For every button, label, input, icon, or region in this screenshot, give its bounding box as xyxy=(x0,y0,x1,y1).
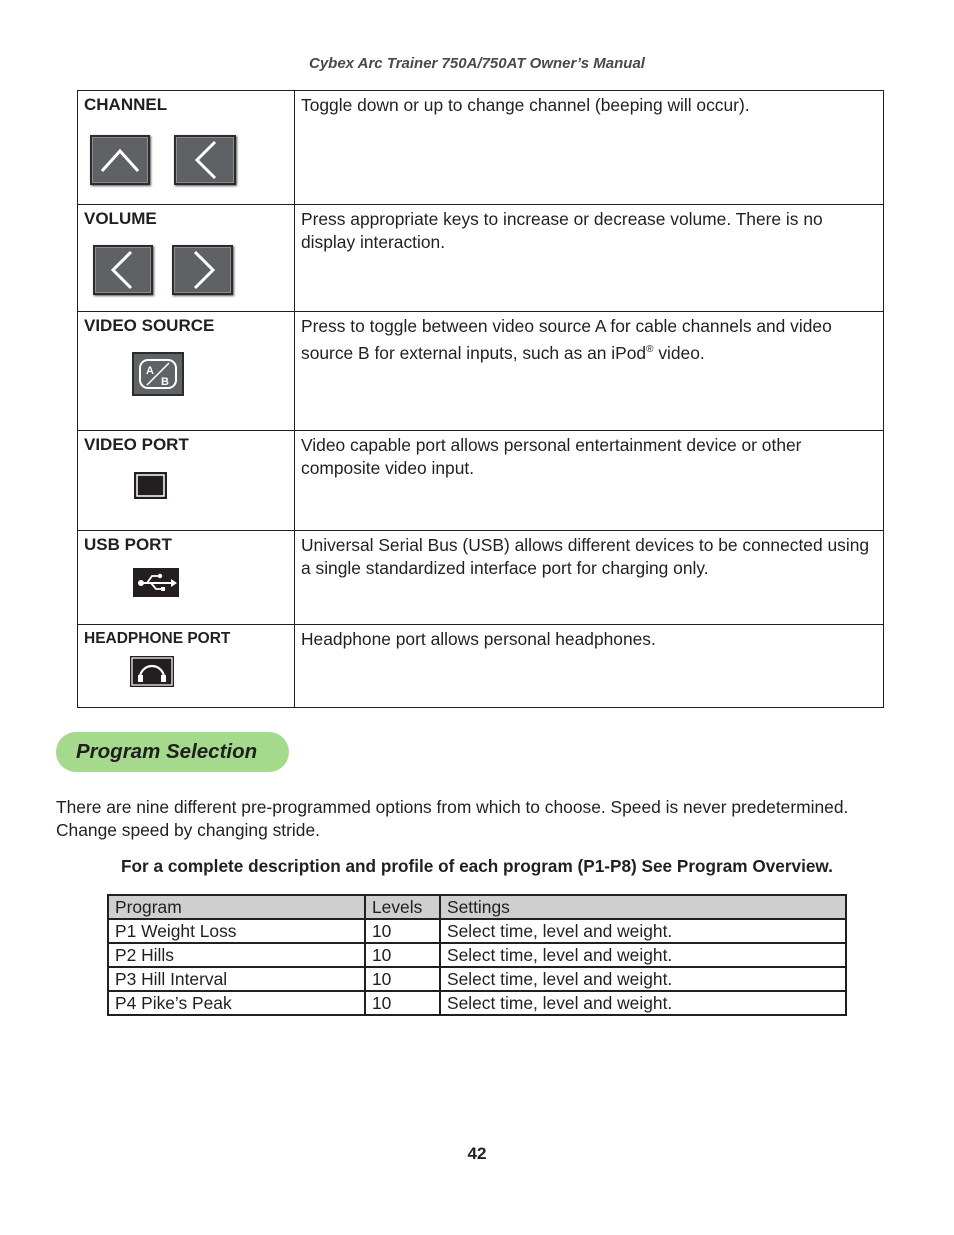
control-cell xyxy=(78,625,295,708)
chevron-left-icon xyxy=(174,135,236,185)
intro-paragraph: There are nine different pre-programmed options from which to choose. Speed is never predetermined. Change speed by changing stride. xyxy=(56,797,849,840)
control-cell xyxy=(78,205,295,312)
table-row xyxy=(108,919,846,943)
settings-cell: Select time, level and weight. xyxy=(440,991,846,1015)
video-source-ab-icon xyxy=(132,352,184,396)
control-cell xyxy=(78,91,295,205)
control-description: Headphone port allows personal headphones. xyxy=(295,625,884,708)
chevron-left-icon xyxy=(93,245,153,295)
settings-cell: Select time, level and weight. xyxy=(440,919,846,943)
control-description: Video capable port allows personal entertainment device or other composite video input. xyxy=(295,431,884,531)
table-row xyxy=(108,943,846,967)
control-name: CHANNEL xyxy=(84,95,168,114)
table-row xyxy=(78,205,884,312)
control-description: Toggle down or up to change channel (beeping will occur). xyxy=(295,91,884,205)
table-row xyxy=(108,967,846,991)
page-number: 42 xyxy=(467,1144,487,1163)
levels-cell: 10 xyxy=(365,919,440,943)
program-cell: P3 Hill Interval xyxy=(108,967,365,991)
control-name: VIDEO SOURCE xyxy=(84,316,215,335)
control-name: VIDEO PORT xyxy=(84,435,189,454)
control-description: Press appropriate keys to increase or decrease volume. There is no display interaction. xyxy=(295,205,884,312)
column-header: Program xyxy=(108,895,365,919)
section-heading: Program Selection xyxy=(56,732,289,772)
program-note: For a complete description and profile of each program (P1-P8) See Program Overview. xyxy=(121,856,833,876)
table-row xyxy=(78,431,884,531)
controls-table xyxy=(77,90,884,708)
control-description: Universal Serial Bus (USB) allows different devices to be connected using a single standardized interface port for charging only. xyxy=(295,531,884,625)
table-row xyxy=(78,312,884,431)
program-cell: P1 Weight Loss xyxy=(108,919,365,943)
settings-cell: Select time, level and weight. xyxy=(440,943,846,967)
control-cell xyxy=(78,431,295,531)
table-header-row xyxy=(108,895,846,919)
column-header: Settings xyxy=(440,895,846,919)
table-row xyxy=(108,991,846,1015)
svg-text:A: A xyxy=(146,365,154,377)
control-cell xyxy=(78,312,295,431)
control-name: HEADPHONE PORT xyxy=(84,630,231,647)
control-cell xyxy=(78,531,295,625)
chevron-up-icon xyxy=(90,135,150,185)
headphone-icon xyxy=(130,656,174,687)
levels-cell: 10 xyxy=(365,991,440,1015)
running-header: Cybex Arc Trainer 750A/750AT Owner’s Manual xyxy=(309,55,645,72)
control-description: Press to toggle between video source A for cable channels and video source B for external inputs, such as an iPod® video. xyxy=(295,312,884,431)
program-cell: P4 Pike’s Peak xyxy=(108,991,365,1015)
video-port-icon xyxy=(134,472,167,499)
usb-icon xyxy=(133,568,179,597)
table-row xyxy=(78,625,884,708)
settings-cell: Select time, level and weight. xyxy=(440,967,846,991)
control-name: VOLUME xyxy=(84,209,157,228)
table-row xyxy=(78,531,884,625)
program-cell: P2 Hills xyxy=(108,943,365,967)
levels-cell: 10 xyxy=(365,967,440,991)
svg-text:B: B xyxy=(161,376,169,388)
column-header: Levels xyxy=(365,895,440,919)
table-row xyxy=(78,91,884,205)
control-name: USB PORT xyxy=(84,535,172,554)
levels-cell: 10 xyxy=(365,943,440,967)
chevron-right-icon xyxy=(172,245,233,295)
program-table xyxy=(107,894,847,1016)
